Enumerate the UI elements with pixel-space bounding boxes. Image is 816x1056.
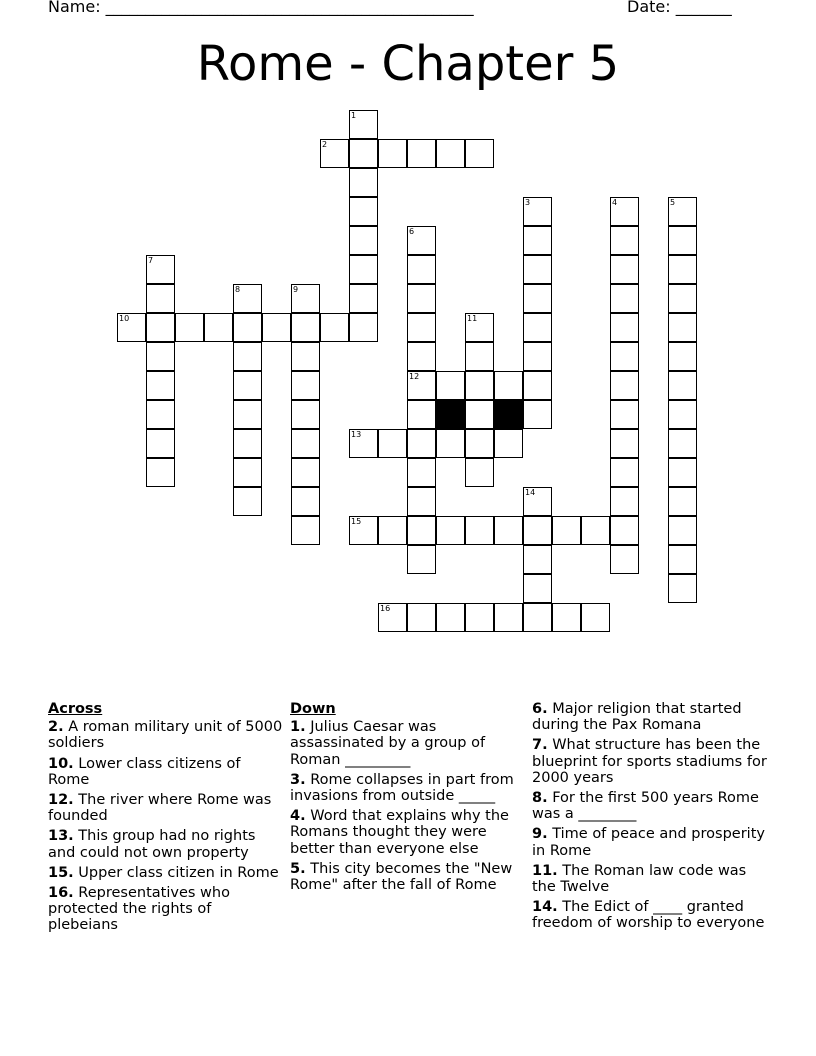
clue-item-number: 12. <box>48 792 74 809</box>
grid-cell[interactable] <box>407 284 436 313</box>
grid-cell[interactable] <box>349 516 378 545</box>
grid-cell[interactable] <box>668 516 697 545</box>
clue-item <box>290 772 526 804</box>
clue-item <box>48 792 284 824</box>
clue-item <box>48 885 284 934</box>
grid-cell[interactable] <box>146 371 175 400</box>
clue-number: 4 <box>612 198 618 207</box>
clue-number: 2 <box>322 140 328 149</box>
clue-item-number: 15. <box>48 864 74 881</box>
clue-column-across <box>48 701 284 938</box>
grid-cell[interactable] <box>349 226 378 255</box>
grid-cell[interactable] <box>233 487 262 516</box>
clue-number: 16 <box>380 604 391 613</box>
clue-number: 12 <box>409 372 420 381</box>
grid-cell[interactable] <box>610 371 639 400</box>
grid-cell[interactable] <box>349 284 378 313</box>
grid-cell[interactable] <box>668 487 697 516</box>
grid-cell[interactable] <box>610 429 639 458</box>
grid-cell[interactable] <box>349 429 378 458</box>
clue-number: 6 <box>409 227 415 236</box>
grid-cell[interactable] <box>465 603 494 632</box>
clue-item-number: 13. <box>48 828 74 845</box>
grid-cell[interactable] <box>523 516 552 545</box>
grid-cell[interactable] <box>494 429 523 458</box>
grid-cell[interactable] <box>465 139 494 168</box>
grid-cell[interactable] <box>146 429 175 458</box>
clue-item-number: 1. <box>290 719 306 736</box>
grid-cell[interactable] <box>523 574 552 603</box>
clue-number: 13 <box>351 430 362 439</box>
clue-item-text: The Roman law code was the Twelve <box>532 862 747 896</box>
clue-item-text: The Edict of ____ granted freedom of worship to everyone <box>532 899 765 932</box>
grid-cell[interactable] <box>291 516 320 545</box>
across-heading: Across <box>48 701 103 717</box>
grid-cell[interactable] <box>465 429 494 458</box>
grid-cell[interactable] <box>146 458 175 487</box>
clue-item-text: A roman military unit of 5000 soldiers <box>48 719 283 752</box>
grid-cell[interactable] <box>146 284 175 313</box>
clue-column-down <box>290 701 526 897</box>
clue-item-number: 11. <box>532 862 558 879</box>
grid-cell[interactable] <box>407 458 436 487</box>
clue-item <box>290 808 526 857</box>
grid-cell[interactable] <box>233 429 262 458</box>
grid-cell[interactable] <box>378 429 407 458</box>
grid-cell[interactable] <box>465 400 494 429</box>
grid-cell[interactable] <box>610 255 639 284</box>
clue-number: 7 <box>148 256 154 265</box>
grid-cell[interactable] <box>378 139 407 168</box>
grid-cell[interactable] <box>291 458 320 487</box>
grid-cell[interactable] <box>291 284 320 313</box>
grid-cell[interactable] <box>523 313 552 342</box>
grid-cell[interactable] <box>668 429 697 458</box>
grid-cell[interactable] <box>610 313 639 342</box>
clue-item <box>48 719 284 751</box>
grid-cell[interactable] <box>668 342 697 371</box>
clue-item-text: This city becomes the "New Rome" after the fall of Rome <box>290 860 513 894</box>
grid-cell[interactable] <box>233 400 262 429</box>
grid-cell[interactable] <box>610 516 639 545</box>
grid-cell[interactable] <box>146 342 175 371</box>
clue-item-text: This group had no rights and could not own property <box>48 828 256 861</box>
date-field[interactable]: Date: _______ <box>627 0 732 16</box>
grid-cell[interactable] <box>523 400 552 429</box>
clue-number: 14 <box>525 488 536 497</box>
grid-cell[interactable] <box>552 603 581 632</box>
clue-item <box>532 701 772 733</box>
grid-cell[interactable] <box>291 487 320 516</box>
grid-cell[interactable] <box>668 371 697 400</box>
grid-cell[interactable] <box>436 429 465 458</box>
grid-cell[interactable] <box>291 313 320 342</box>
grid-cell[interactable] <box>668 400 697 429</box>
clue-item <box>532 790 772 822</box>
grid-cell[interactable] <box>523 255 552 284</box>
grid-cell[interactable] <box>668 284 697 313</box>
grid-cell[interactable] <box>407 226 436 255</box>
grid-cell[interactable] <box>610 197 639 226</box>
grid-cell[interactable] <box>407 255 436 284</box>
grid-cell[interactable] <box>291 429 320 458</box>
clue-item-text: Word that explains why the Romans thought they were better than everyone else <box>290 808 509 857</box>
clue-item <box>290 861 526 893</box>
grid-cell[interactable] <box>465 313 494 342</box>
grid-cell[interactable] <box>668 226 697 255</box>
grid-cell[interactable] <box>523 371 552 400</box>
grid-cell[interactable] <box>523 487 552 516</box>
grid-cell[interactable] <box>494 516 523 545</box>
grid-cell[interactable] <box>349 255 378 284</box>
page-title: Rome - Chapter 5 <box>196 36 620 92</box>
clue-item-number: 8. <box>532 790 548 807</box>
grid-cell[interactable] <box>407 139 436 168</box>
grid-cell[interactable] <box>668 313 697 342</box>
grid-cell[interactable] <box>291 371 320 400</box>
clue-item <box>532 737 772 786</box>
grid-cell[interactable] <box>610 226 639 255</box>
clue-number: 10 <box>119 314 130 323</box>
grid-cell[interactable] <box>465 458 494 487</box>
grid-cell[interactable] <box>668 197 697 226</box>
grid-cell[interactable] <box>378 516 407 545</box>
grid-cell[interactable] <box>349 313 378 342</box>
grid-block <box>436 400 465 429</box>
clue-column-down-continued <box>532 701 772 936</box>
clue-item <box>48 756 284 788</box>
grid-cell[interactable] <box>407 313 436 342</box>
grid-cell[interactable] <box>494 603 523 632</box>
clue-item-text: What structure has been the blueprint for sports stadiums for 2000 years <box>532 737 767 786</box>
grid-cell[interactable] <box>349 197 378 226</box>
grid-cell[interactable] <box>349 168 378 197</box>
grid-cell[interactable] <box>523 226 552 255</box>
grid-cell[interactable] <box>262 313 291 342</box>
clue-item-text: Rome collapses in part from invasions from outside _____ <box>290 771 514 805</box>
grid-cell[interactable] <box>668 574 697 603</box>
grid-cell[interactable] <box>233 284 262 313</box>
clue-item <box>290 719 526 768</box>
grid-cell[interactable] <box>233 458 262 487</box>
clue-item-number: 10. <box>48 755 74 772</box>
grid-cell[interactable] <box>407 429 436 458</box>
clue-number: 5 <box>670 198 676 207</box>
grid-cell[interactable] <box>349 110 378 139</box>
grid-cell[interactable] <box>494 371 523 400</box>
grid-cell[interactable] <box>668 458 697 487</box>
grid-cell[interactable] <box>610 400 639 429</box>
clue-item-number: 6. <box>532 701 548 717</box>
grid-cell[interactable] <box>552 516 581 545</box>
grid-block <box>494 400 523 429</box>
grid-cell[interactable] <box>523 342 552 371</box>
clue-item-text: Major religion that started during the Pax Romana <box>532 701 742 734</box>
clue-item-number: 9. <box>532 826 548 843</box>
clue-number: 11 <box>467 314 478 323</box>
grid-cell[interactable] <box>291 400 320 429</box>
grid-cell[interactable] <box>407 603 436 632</box>
grid-cell[interactable] <box>465 342 494 371</box>
grid-cell[interactable] <box>523 545 552 574</box>
clue-item-number: 16. <box>48 885 74 902</box>
clue-number: 8 <box>235 285 241 294</box>
grid-cell[interactable] <box>436 516 465 545</box>
clue-number: 9 <box>293 285 299 294</box>
clue-item-text: Lower class citizens of Rome <box>48 755 241 788</box>
grid-cell[interactable] <box>146 255 175 284</box>
clue-item <box>532 826 772 858</box>
grid-cell[interactable] <box>175 313 204 342</box>
grid-cell[interactable] <box>523 603 552 632</box>
grid-cell[interactable] <box>610 458 639 487</box>
clue-item-number: 5. <box>290 860 306 877</box>
clue-item-text: For the first 500 years Rome was a ________ <box>532 790 759 823</box>
grid-cell[interactable] <box>233 313 262 342</box>
clue-item-number: 2. <box>48 719 64 736</box>
down-heading: Down <box>290 701 336 717</box>
clue-item-text: Upper class citizen in Rome <box>78 864 279 881</box>
grid-cell[interactable] <box>436 371 465 400</box>
clue-item <box>532 863 772 895</box>
grid-cell[interactable] <box>146 400 175 429</box>
name-field[interactable]: Name: ______________________________________________ <box>48 0 474 16</box>
clue-item-number: 4. <box>290 808 306 825</box>
grid-cell[interactable] <box>233 371 262 400</box>
grid-cell[interactable] <box>407 516 436 545</box>
grid-cell[interactable] <box>407 545 436 574</box>
grid-cell[interactable] <box>291 342 320 371</box>
grid-cell[interactable] <box>668 255 697 284</box>
clue-item <box>532 899 772 931</box>
grid-cell[interactable] <box>436 139 465 168</box>
clue-item-number: 14. <box>532 899 558 916</box>
grid-cell[interactable] <box>233 342 262 371</box>
grid-cell[interactable] <box>349 139 378 168</box>
grid-cell[interactable] <box>610 487 639 516</box>
grid-cell[interactable] <box>407 342 436 371</box>
grid-cell[interactable] <box>610 284 639 313</box>
grid-cell[interactable] <box>204 313 233 342</box>
grid-cell[interactable] <box>436 603 465 632</box>
grid-cell[interactable] <box>407 371 436 400</box>
clue-number: 3 <box>525 198 531 207</box>
clue-item-text: Julius Caesar was assassinated by a group of Roman _________ <box>290 719 486 768</box>
grid-cell[interactable] <box>523 197 552 226</box>
grid-cell[interactable] <box>465 516 494 545</box>
grid-cell[interactable] <box>610 545 639 574</box>
clue-item <box>48 865 284 881</box>
grid-cell[interactable] <box>146 313 175 342</box>
grid-cell[interactable] <box>320 313 349 342</box>
grid-cell[interactable] <box>581 603 610 632</box>
clue-number: 15 <box>351 517 362 526</box>
clue-number: 1 <box>351 111 357 120</box>
clue-item-text: The river where Rome was founded <box>48 792 272 825</box>
grid-cell[interactable] <box>581 516 610 545</box>
grid-cell[interactable] <box>523 284 552 313</box>
clue-item-number: 3. <box>290 771 306 788</box>
grid-cell[interactable] <box>378 603 407 632</box>
grid-cell[interactable] <box>668 545 697 574</box>
grid-cell[interactable] <box>117 313 146 342</box>
grid-cell[interactable] <box>610 342 639 371</box>
grid-cell[interactable] <box>320 139 349 168</box>
clue-item <box>48 828 284 860</box>
clue-item-text: Representatives who protected the rights of plebeians <box>48 885 230 934</box>
clue-item-number: 7. <box>532 737 548 754</box>
grid-cell[interactable] <box>407 487 436 516</box>
grid-cell[interactable] <box>407 400 436 429</box>
grid-cell[interactable] <box>465 371 494 400</box>
clue-item-text: Time of peace and prosperity in Rome <box>532 826 765 859</box>
